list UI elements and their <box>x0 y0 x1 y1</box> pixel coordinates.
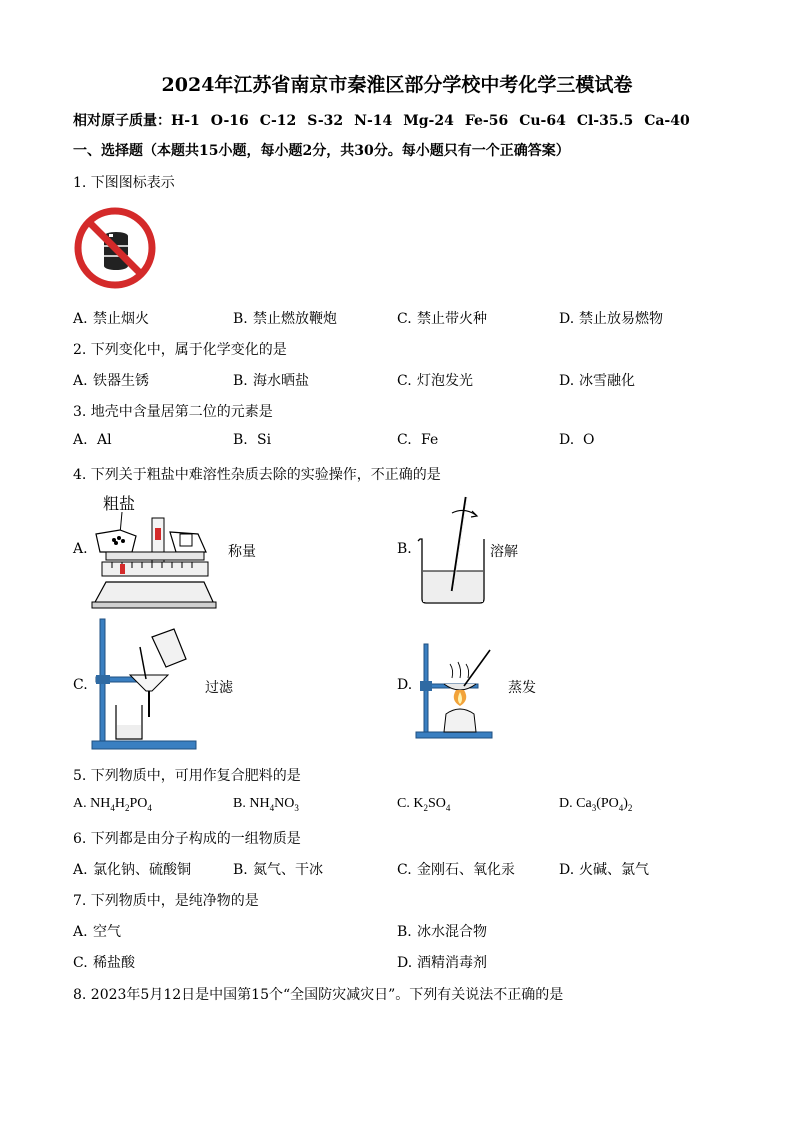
option-text: 禁止带火种 <box>417 311 487 327</box>
option-a[interactable] <box>73 859 191 879</box>
mass-value: Ca-40 <box>644 113 690 129</box>
option-text: Fe <box>421 432 439 448</box>
evaporation-setup-figure <box>416 644 496 740</box>
option-b[interactable] <box>233 308 337 328</box>
option-letter: D. <box>559 432 575 448</box>
option-d[interactable] <box>559 308 663 328</box>
option-a[interactable] <box>73 796 152 813</box>
option-b[interactable] <box>233 859 323 879</box>
question-stem: 7. 下列物质中，是纯净物的是 <box>73 893 259 909</box>
option-letter: C. <box>397 311 412 327</box>
option-letter: C. <box>397 862 412 878</box>
option-letter: C. <box>397 432 412 448</box>
option-text: 铁器生锈 <box>93 373 149 389</box>
option-b[interactable] <box>233 432 271 448</box>
option-text: 禁止燃放鞭炮 <box>253 311 337 327</box>
page-title: 2024年江苏省南京市秦淮区部分学校中考化学三模试卷 <box>161 74 633 96</box>
option-text: 禁止放易燃物 <box>579 311 663 327</box>
option-letter: C. <box>397 796 410 811</box>
question-stem: 3. 地壳中含量居第二位的元素是 <box>73 404 273 420</box>
option-letter: A. <box>73 862 88 878</box>
option-d[interactable] <box>559 432 594 448</box>
option-text: 酒精消毒剂 <box>417 955 487 971</box>
option-text: Si <box>257 432 272 448</box>
option-c[interactable] <box>397 796 450 813</box>
option-letter: A. <box>73 432 88 448</box>
option-d[interactable] <box>559 859 649 879</box>
mass-value: O-16 <box>210 113 249 129</box>
option-text: 冰水混合物 <box>417 924 487 940</box>
option-letter: D. <box>559 311 575 327</box>
atomic-masses-label: 相对原子质量： <box>73 113 171 129</box>
question-stem: 2. 下列变化中，属于化学变化的是 <box>73 342 287 358</box>
question-stem: 1. 下图图标表示 <box>73 175 175 191</box>
option-c[interactable] <box>397 432 438 448</box>
option-text: 氯化钠、硫酸铜 <box>93 862 191 878</box>
option-text: O <box>583 432 595 448</box>
option-d[interactable] <box>559 370 635 390</box>
option-b[interactable] <box>397 921 487 941</box>
figure-caption: 蒸发 <box>508 680 536 696</box>
option-letter: B. <box>233 373 248 389</box>
atomic-masses <box>73 110 690 130</box>
option-text: 金刚石、氧化汞 <box>417 862 515 878</box>
option-a[interactable] <box>73 921 121 941</box>
question-stem: 8. 2023年5月12日是中国第15个“全国防灾减灾日”。下列有关说法不正确的是 <box>73 987 564 1003</box>
option-text: Al <box>97 432 112 448</box>
mass-value: Fe-56 <box>464 113 509 129</box>
figure-caption: 溶解 <box>490 544 518 560</box>
option-text: 氮气、干冰 <box>253 862 323 878</box>
question-stem: 4. 下列关于粗盐中难溶性杂质去除的实验操作，不正确的是 <box>73 467 441 483</box>
option-letter: A. <box>73 373 88 389</box>
option-d[interactable] <box>397 952 487 972</box>
option-letter: B. <box>233 796 246 811</box>
option-text: 稀盐酸 <box>93 955 135 971</box>
filtration-setup-figure <box>92 617 196 751</box>
option-formula: $NH_4H_2PO_4$ <box>90 796 152 813</box>
option-letter: B. <box>233 862 248 878</box>
mass-value: C-12 <box>259 113 297 129</box>
section-heading: 一、选择题（本题共15小题，每小题2分，共30分。每小题只有一个正确答案） <box>73 143 570 159</box>
mass-value: S-32 <box>307 113 344 129</box>
option-a[interactable] <box>73 308 149 328</box>
option-letter: D. <box>559 373 575 389</box>
no-flammable-sign-icon <box>73 206 157 290</box>
option-d[interactable] <box>559 796 632 813</box>
option-b[interactable] <box>233 370 309 390</box>
option-letter: A. <box>73 311 88 327</box>
option-letter: B. <box>397 924 412 940</box>
option-letter: D. <box>559 862 575 878</box>
option-text: 火碱、氯气 <box>579 862 649 878</box>
option-formula: $K_2SO_4$ <box>413 796 451 813</box>
option-c[interactable] <box>73 952 135 972</box>
figure-label: 粗盐 <box>103 494 136 513</box>
option-letter: D. <box>397 955 413 971</box>
mass-value: Cu-64 <box>519 113 566 129</box>
option-letter: B. <box>233 311 248 327</box>
option-c[interactable] <box>397 859 515 879</box>
option-letter: A. <box>73 924 88 940</box>
option-text: 海水晒盐 <box>253 373 309 389</box>
option-b[interactable] <box>233 796 299 813</box>
option-text: 冰雪融化 <box>579 373 635 389</box>
option-letter: B. <box>233 432 248 448</box>
option-b-letter[interactable]: B. <box>397 541 412 557</box>
beaker-stirring-figure <box>416 495 492 605</box>
balance-weighing-figure <box>92 512 216 608</box>
option-formula: $Ca_3(PO_4)_2$ <box>576 796 633 813</box>
mass-value: N-14 <box>354 113 393 129</box>
question-stem: 5. 下列物质中，可用作复合肥料的是 <box>73 768 301 784</box>
figure-caption: 称量 <box>228 544 256 560</box>
option-letter: A. <box>73 796 87 811</box>
option-d-letter[interactable]: D. <box>397 677 413 693</box>
mass-value: H-1 <box>171 113 200 129</box>
option-c[interactable] <box>397 308 487 328</box>
option-a-letter[interactable]: A. <box>73 541 88 557</box>
option-text: 空气 <box>93 924 121 940</box>
option-a[interactable] <box>73 370 149 390</box>
question-stem: 6. 下列都是由分子构成的一组物质是 <box>73 831 301 847</box>
option-c-letter[interactable]: C. <box>73 677 88 693</box>
figure-caption: 过滤 <box>205 680 233 696</box>
mass-value: Cl-35.5 <box>576 113 634 129</box>
option-formula: $NH_4NO_3$ <box>249 796 299 813</box>
option-letter: D. <box>559 796 573 811</box>
option-text: 禁止烟火 <box>93 311 149 327</box>
option-c[interactable] <box>397 370 473 390</box>
mass-value: Mg-24 <box>403 113 454 129</box>
option-letter: C. <box>73 955 88 971</box>
option-a[interactable] <box>73 432 112 448</box>
option-text: 灯泡发光 <box>417 373 473 389</box>
option-letter: C. <box>397 373 412 389</box>
